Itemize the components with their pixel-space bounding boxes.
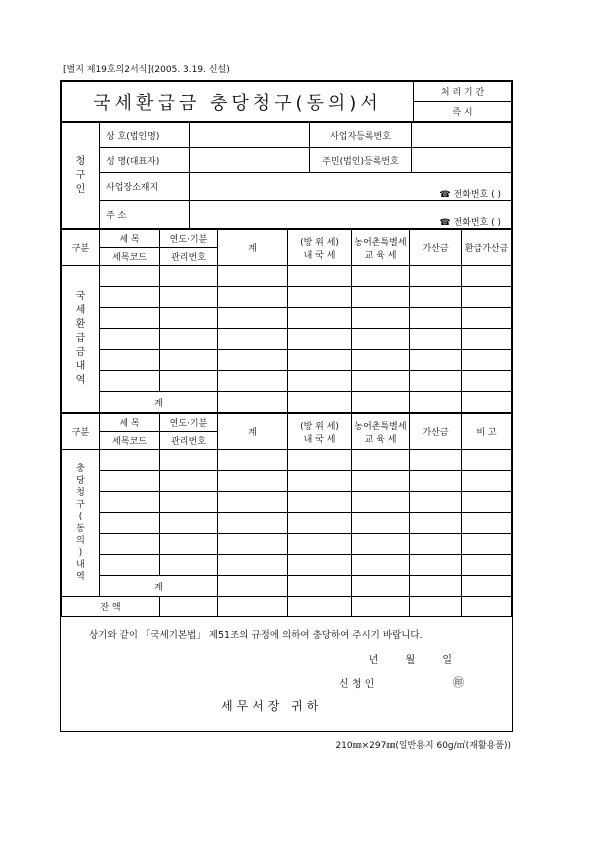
table-cell[interactable] bbox=[288, 450, 352, 471]
refund-penalty-header: 가산금 bbox=[410, 230, 462, 266]
table-cell[interactable] bbox=[352, 308, 410, 329]
table-cell[interactable] bbox=[100, 287, 160, 308]
table-cell[interactable] bbox=[462, 450, 512, 471]
balance-label: 잔 액 bbox=[62, 597, 160, 617]
phone-field-2[interactable]: ☎ 전화번호 ( ) bbox=[190, 201, 512, 229]
table-cell[interactable] bbox=[288, 308, 352, 329]
table-cell[interactable] bbox=[462, 350, 512, 371]
table-cell[interactable] bbox=[352, 266, 410, 287]
refund-section-label: 국 세 환 급 금 내 역 bbox=[62, 266, 100, 413]
table-cell[interactable] bbox=[352, 471, 410, 492]
table-cell[interactable] bbox=[288, 471, 352, 492]
offset-gubun-header: 구분 bbox=[62, 414, 100, 450]
table-cell[interactable] bbox=[352, 555, 410, 576]
processing-value: 즉 시 bbox=[414, 102, 512, 122]
table-cell[interactable] bbox=[160, 597, 218, 617]
table-cell[interactable] bbox=[288, 329, 352, 350]
offset-sum-label: 계 bbox=[100, 576, 218, 597]
refund-total-header: 계 bbox=[218, 230, 288, 266]
offset-local-tax-header: (방 위 세) 내 국 세 bbox=[288, 414, 352, 450]
table-cell[interactable] bbox=[462, 597, 512, 617]
name-field[interactable] bbox=[190, 148, 310, 173]
claimant-group-label: 청 구 인 bbox=[62, 123, 100, 229]
table-cell[interactable] bbox=[160, 555, 218, 576]
table-cell[interactable] bbox=[288, 555, 352, 576]
table-cell[interactable] bbox=[410, 492, 462, 513]
offset-remark-header: 비 고 bbox=[462, 414, 512, 450]
table-cell[interactable] bbox=[100, 308, 160, 329]
form-frame bbox=[60, 80, 513, 732]
table-cell[interactable] bbox=[100, 555, 160, 576]
business-address-label: 사업장소재지 bbox=[100, 173, 190, 201]
table-cell[interactable] bbox=[462, 287, 512, 308]
table-cell[interactable] bbox=[288, 266, 352, 287]
table-cell[interactable] bbox=[352, 534, 410, 555]
table-cell[interactable] bbox=[100, 492, 160, 513]
table-cell[interactable] bbox=[462, 371, 512, 392]
title-table bbox=[61, 81, 512, 122]
table-cell[interactable] bbox=[100, 471, 160, 492]
table-cell[interactable] bbox=[218, 534, 288, 555]
table-cell[interactable] bbox=[218, 555, 288, 576]
table-cell[interactable] bbox=[288, 597, 352, 617]
table-cell[interactable] bbox=[100, 350, 160, 371]
paper-spec-footer: 210㎜×297㎜(일반용지 60g/㎡(재활용품)) bbox=[335, 741, 511, 751]
offset-rows bbox=[62, 450, 512, 597]
table-cell[interactable] bbox=[288, 371, 352, 392]
table-cell[interactable] bbox=[218, 492, 288, 513]
table-cell[interactable] bbox=[160, 350, 218, 371]
offset-section-label: 충 당 청 구 ( 동 의 ) 내 역 bbox=[62, 450, 100, 597]
table-cell[interactable] bbox=[160, 308, 218, 329]
trade-name-label: 상 호(법인명) bbox=[100, 123, 190, 148]
table-cell[interactable] bbox=[160, 513, 218, 534]
resident-reg-label: 주민(법인)등록번호 bbox=[310, 148, 412, 173]
claimant-table bbox=[61, 122, 512, 229]
form-header: [별지 제19호의2서식](2005. 3.19. 신설) bbox=[63, 65, 230, 75]
table-cell[interactable] bbox=[160, 534, 218, 555]
table-cell[interactable] bbox=[218, 513, 288, 534]
offset-total-header: 계 bbox=[218, 414, 288, 450]
table-cell[interactable] bbox=[410, 576, 462, 597]
business-reg-label: 사업자등록번호 bbox=[310, 123, 412, 148]
business-reg-field[interactable] bbox=[412, 123, 512, 148]
refund-sum-label: 계 bbox=[100, 392, 218, 413]
refund-local-tax-header: (방 위 세) 내 국 세 bbox=[288, 230, 352, 266]
offset-penalty-header: 가산금 bbox=[410, 414, 462, 450]
table-cell[interactable] bbox=[352, 492, 410, 513]
table-cell[interactable] bbox=[288, 576, 352, 597]
table-cell[interactable] bbox=[218, 597, 288, 617]
table-cell[interactable] bbox=[410, 597, 462, 617]
refund-gubun-header: 구분 bbox=[62, 230, 100, 266]
table-cell[interactable] bbox=[218, 308, 288, 329]
trade-name-field[interactable] bbox=[190, 123, 310, 148]
refund-edu-tax-header: 농어촌특별세 교 육 세 bbox=[352, 230, 410, 266]
table-cell[interactable] bbox=[218, 266, 288, 287]
table-cell[interactable] bbox=[352, 371, 410, 392]
table-cell[interactable] bbox=[410, 371, 462, 392]
table-cell[interactable] bbox=[410, 471, 462, 492]
refund-rows bbox=[62, 266, 512, 413]
table-cell[interactable] bbox=[352, 392, 410, 413]
table-cell[interactable] bbox=[218, 471, 288, 492]
table-cell[interactable] bbox=[462, 266, 512, 287]
table-cell[interactable] bbox=[462, 329, 512, 350]
table-cell[interactable] bbox=[462, 513, 512, 534]
table-cell[interactable] bbox=[100, 329, 160, 350]
table-cell[interactable] bbox=[160, 371, 218, 392]
resident-reg-field[interactable] bbox=[412, 148, 512, 173]
phone-field-1[interactable]: ☎ 전화번호 ( ) bbox=[190, 173, 512, 201]
table-cell[interactable] bbox=[462, 492, 512, 513]
table-cell[interactable] bbox=[352, 287, 410, 308]
seal-mark[interactable]: ㊞ bbox=[453, 676, 464, 689]
table-cell[interactable] bbox=[288, 513, 352, 534]
refund-table bbox=[61, 229, 512, 413]
table-cell[interactable] bbox=[160, 329, 218, 350]
table-cell[interactable] bbox=[100, 513, 160, 534]
refund-mgmt-no-header: 관리번호 bbox=[160, 248, 218, 266]
addressee: 세무서장 귀하 bbox=[221, 699, 323, 713]
table-cell[interactable] bbox=[462, 308, 512, 329]
table-cell[interactable] bbox=[100, 534, 160, 555]
declaration-area bbox=[61, 617, 512, 720]
offset-year-header: 연도·기분 bbox=[160, 414, 218, 432]
offset-tax-item-header: 세 목 bbox=[100, 414, 160, 432]
table-cell[interactable] bbox=[410, 287, 462, 308]
table-cell[interactable] bbox=[100, 371, 160, 392]
table-cell[interactable] bbox=[218, 371, 288, 392]
offset-table bbox=[61, 413, 512, 617]
table-cell[interactable] bbox=[462, 555, 512, 576]
table-cell[interactable] bbox=[462, 534, 512, 555]
table-cell[interactable] bbox=[218, 287, 288, 308]
table-cell[interactable] bbox=[160, 450, 218, 471]
form-title: 국세환급금 충당청구(동의)서 bbox=[62, 82, 414, 122]
table-cell[interactable] bbox=[352, 350, 410, 371]
table-cell[interactable] bbox=[160, 287, 218, 308]
date-line[interactable]: 년 월 일 bbox=[368, 655, 464, 666]
table-cell[interactable] bbox=[410, 308, 462, 329]
table-cell[interactable] bbox=[160, 471, 218, 492]
name-label: 성 명(대표자) bbox=[100, 148, 190, 173]
table-cell[interactable] bbox=[410, 513, 462, 534]
processing-label: 처 리 기 간 bbox=[414, 82, 512, 102]
table-cell[interactable] bbox=[352, 513, 410, 534]
table-cell[interactable] bbox=[462, 576, 512, 597]
table-cell[interactable] bbox=[462, 471, 512, 492]
table-cell[interactable] bbox=[218, 450, 288, 471]
table-cell[interactable] bbox=[288, 492, 352, 513]
offset-tax-code-header: 세목코드 bbox=[100, 432, 160, 450]
table-cell[interactable] bbox=[352, 576, 410, 597]
table-cell[interactable] bbox=[410, 392, 462, 413]
table-cell[interactable] bbox=[410, 450, 462, 471]
offset-edu-tax-header: 농어촌특별세 교 육 세 bbox=[352, 414, 410, 450]
table-cell[interactable] bbox=[160, 266, 218, 287]
table-cell[interactable] bbox=[410, 534, 462, 555]
table-cell[interactable] bbox=[462, 392, 512, 413]
table-cell[interactable] bbox=[410, 350, 462, 371]
refund-refund-penalty-header: 환급가산금 bbox=[462, 230, 512, 266]
offset-mgmt-no-header: 관리번호 bbox=[160, 432, 218, 450]
table-cell[interactable] bbox=[160, 492, 218, 513]
applicant-label: 신 청 인 bbox=[339, 679, 375, 690]
table-cell[interactable] bbox=[218, 576, 288, 597]
table-cell[interactable] bbox=[410, 555, 462, 576]
address-label: 주 소 bbox=[100, 201, 190, 229]
table-cell[interactable] bbox=[352, 329, 410, 350]
table-cell[interactable] bbox=[218, 329, 288, 350]
table-cell[interactable] bbox=[218, 350, 288, 371]
table-cell[interactable] bbox=[410, 266, 462, 287]
table-cell[interactable] bbox=[288, 287, 352, 308]
declaration-text: 상기와 같이 「국세기본법」 제51조의 규정에 의하여 충당하여 주시기 바랍니다. bbox=[89, 630, 423, 641]
table-cell[interactable] bbox=[100, 266, 160, 287]
refund-tax-code-header: 세목코드 bbox=[100, 248, 160, 266]
table-cell[interactable] bbox=[352, 450, 410, 471]
table-cell[interactable] bbox=[352, 597, 410, 617]
table-cell[interactable] bbox=[288, 350, 352, 371]
table-cell[interactable] bbox=[100, 450, 160, 471]
refund-year-header: 연도·기분 bbox=[160, 230, 218, 248]
table-cell[interactable] bbox=[288, 534, 352, 555]
table-cell[interactable] bbox=[288, 392, 352, 413]
table-cell[interactable] bbox=[410, 329, 462, 350]
refund-tax-item-header: 세 목 bbox=[100, 230, 160, 248]
table-cell[interactable] bbox=[218, 392, 288, 413]
